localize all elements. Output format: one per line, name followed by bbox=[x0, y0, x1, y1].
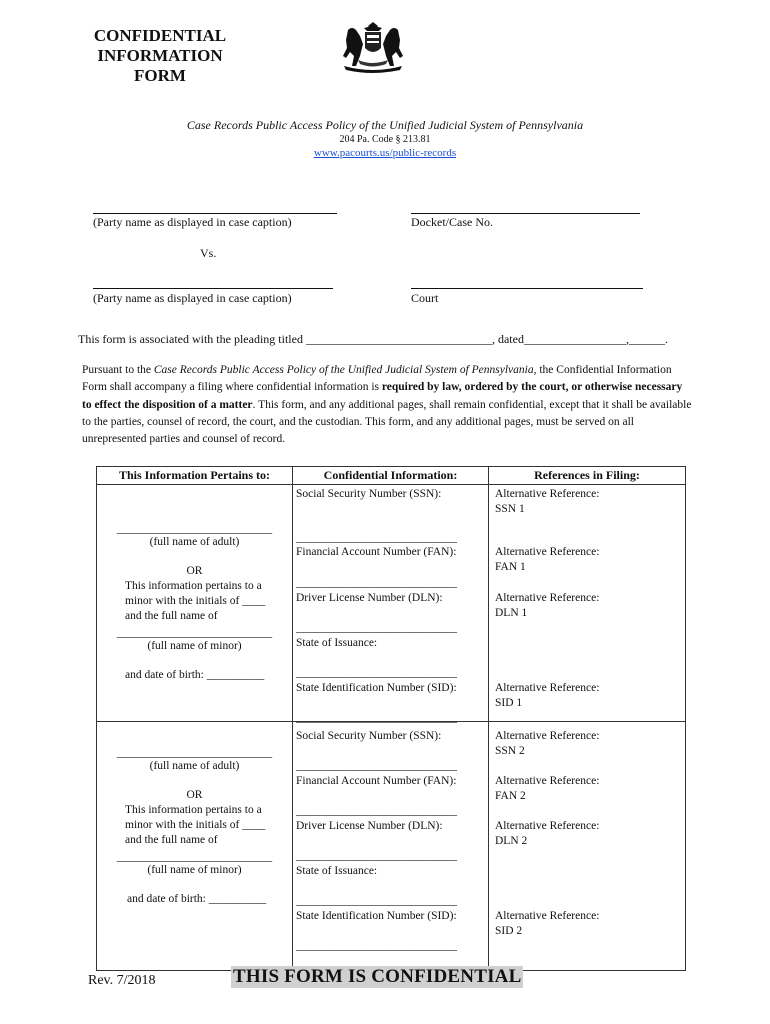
adult-name-field[interactable]: ___________________________ bbox=[116, 747, 273, 759]
public-records-link[interactable]: www.pacourts.us/public-records bbox=[313, 147, 457, 159]
alt-ref-label: Alternative Reference: bbox=[495, 592, 600, 604]
fan-label: Financial Account Number (FAN): bbox=[296, 546, 457, 558]
pleading-statement: This form is associated with the pleading titled _______________________________, dated_________________,______. bbox=[78, 332, 668, 346]
revision-date: Rev. 7/2018 bbox=[88, 973, 156, 988]
ssn-label: Social Security Number (SSN): bbox=[296, 730, 442, 742]
dln-label: Driver License Number (DLN): bbox=[296, 820, 443, 832]
dln-reference: DLN 2 bbox=[495, 835, 528, 847]
alt-ref-label: Alternative Reference: bbox=[495, 820, 600, 832]
state-label: State of Issuance: bbox=[296, 865, 378, 877]
sid-field[interactable]: ____________________________ bbox=[296, 940, 457, 952]
pertains-cell-1 bbox=[97, 485, 293, 722]
minor-name-label: (full name of minor) bbox=[147, 640, 242, 652]
sid-label: State Identification Number (SID): bbox=[296, 910, 457, 922]
ssn-field[interactable]: ____________________________ bbox=[296, 760, 457, 772]
alt-ref-label: Alternative Reference: bbox=[495, 910, 600, 922]
party1-line[interactable] bbox=[93, 213, 337, 214]
adult-name-field[interactable]: ___________________________ bbox=[116, 523, 273, 535]
dob-field[interactable]: and date of birth: __________ bbox=[127, 893, 267, 905]
sid-field[interactable]: ____________________________ bbox=[296, 712, 457, 724]
header-references: References in Filing: bbox=[489, 467, 686, 485]
policy-title: Case Records Public Access Policy of the Unified Judicial System of Pennsylvania bbox=[186, 118, 584, 132]
pertains-cell-2 bbox=[97, 722, 293, 971]
minor-name-field[interactable]: ___________________________ bbox=[116, 851, 273, 863]
paragraph-part-3: , the Confidential Information Form shall accompany a filing where confidential information is bbox=[82, 364, 672, 394]
or-label: OR bbox=[186, 789, 203, 801]
minor-line-3: and the full name of bbox=[125, 834, 218, 846]
header-confidential: Confidential Information: bbox=[293, 467, 489, 485]
fan-field[interactable]: ____________________________ bbox=[296, 805, 457, 817]
title-line-2: INFORMATION bbox=[97, 46, 223, 65]
state-field[interactable]: ____________________________ bbox=[296, 895, 457, 907]
minor-name-field[interactable]: ___________________________ bbox=[116, 627, 273, 639]
paragraph-emphasis: required by law, ordered by the court, or otherwise necessary to effect the disposition of a matter bbox=[82, 381, 683, 411]
sid-reference: SID 2 bbox=[495, 925, 523, 937]
docket-line[interactable] bbox=[411, 213, 640, 214]
minor-line-3: and the full name of bbox=[125, 610, 218, 622]
alt-ref-label: Alternative Reference: bbox=[495, 730, 600, 742]
party1-label: (Party name as displayed in case caption) bbox=[93, 215, 292, 229]
references-cell-1 bbox=[489, 485, 686, 722]
pennsylvania-coat-of-arms-icon bbox=[338, 22, 408, 74]
minor-initials-field[interactable]: minor with the initials of ____ bbox=[125, 595, 266, 607]
minor-initials-field[interactable]: minor with the initials of ____ bbox=[125, 819, 266, 831]
policy-paragraph bbox=[82, 362, 694, 448]
ssn-label: Social Security Number (SSN): bbox=[296, 488, 442, 500]
adult-name-label: (full name of adult) bbox=[149, 760, 240, 772]
dln-label: Driver License Number (DLN): bbox=[296, 592, 443, 604]
court-label: Court bbox=[411, 291, 439, 305]
references-cell-2 bbox=[489, 722, 686, 971]
docket-label: Docket/Case No. bbox=[411, 215, 493, 229]
versus-text: Vs. bbox=[200, 246, 217, 260]
minor-name-label: (full name of minor) bbox=[147, 864, 242, 876]
court-line[interactable] bbox=[411, 288, 643, 289]
party2-line[interactable] bbox=[93, 288, 333, 289]
ssn-reference: SSN 1 bbox=[495, 503, 525, 515]
form-title bbox=[88, 26, 232, 86]
fan-field[interactable]: ____________________________ bbox=[296, 577, 457, 589]
fan-reference: FAN 1 bbox=[495, 561, 526, 573]
paragraph-part-1: Pursuant to the bbox=[82, 364, 154, 376]
party2-label: (Party name as displayed in case caption) bbox=[93, 291, 292, 305]
alt-ref-label: Alternative Reference: bbox=[495, 775, 600, 787]
or-label: OR bbox=[186, 565, 203, 577]
table-header-row bbox=[97, 467, 686, 485]
dln-field[interactable]: ____________________________ bbox=[296, 622, 457, 634]
dob-field[interactable]: and date of birth: __________ bbox=[125, 669, 265, 681]
ssn-reference: SSN 2 bbox=[495, 745, 525, 757]
paragraph-policy-name: Case Records Public Access Policy of the Unified Judicial System of Pennsylvania bbox=[153, 364, 534, 376]
ssn-field[interactable]: ____________________________ bbox=[296, 532, 457, 544]
confidential-info-table bbox=[96, 466, 686, 971]
header-pertains: This Information Pertains to: bbox=[97, 467, 293, 485]
alt-ref-label: Alternative Reference: bbox=[495, 546, 600, 558]
table-row bbox=[97, 485, 686, 722]
minor-line-1: This information pertains to a bbox=[125, 804, 262, 816]
confidential-cell-2 bbox=[293, 722, 489, 971]
state-label: State of Issuance: bbox=[296, 637, 378, 649]
fan-label: Financial Account Number (FAN): bbox=[296, 775, 457, 787]
confidential-cell-1 bbox=[293, 485, 489, 722]
state-field[interactable]: ____________________________ bbox=[296, 667, 457, 679]
alt-ref-label: Alternative Reference: bbox=[495, 488, 600, 500]
sid-label: State Identification Number (SID): bbox=[296, 682, 457, 694]
alt-ref-label: Alternative Reference: bbox=[495, 682, 600, 694]
dln-field[interactable]: ____________________________ bbox=[296, 850, 457, 862]
adult-name-label: (full name of adult) bbox=[149, 536, 240, 548]
fan-reference: FAN 2 bbox=[495, 790, 526, 802]
paragraph-part-5: . This form, and any additional pages, shall remain confidential, except that it shall be available to the parties, counsel of record, the court, and the custodian. This form, and any additional pages, must be served on all unrepresented parties and counsel of record. bbox=[82, 398, 692, 446]
minor-line-1: This information pertains to a bbox=[125, 580, 262, 592]
table-row bbox=[97, 722, 686, 971]
title-line-1: CONFIDENTIAL bbox=[93, 26, 227, 45]
sid-reference: SID 1 bbox=[495, 697, 523, 709]
title-line-3: FORM bbox=[134, 66, 186, 85]
dln-reference: DLN 1 bbox=[495, 607, 528, 619]
confidential-banner: THIS FORM IS CONFIDENTIAL bbox=[233, 966, 522, 987]
policy-code: 204 Pa. Code § 213.81 bbox=[339, 134, 431, 145]
